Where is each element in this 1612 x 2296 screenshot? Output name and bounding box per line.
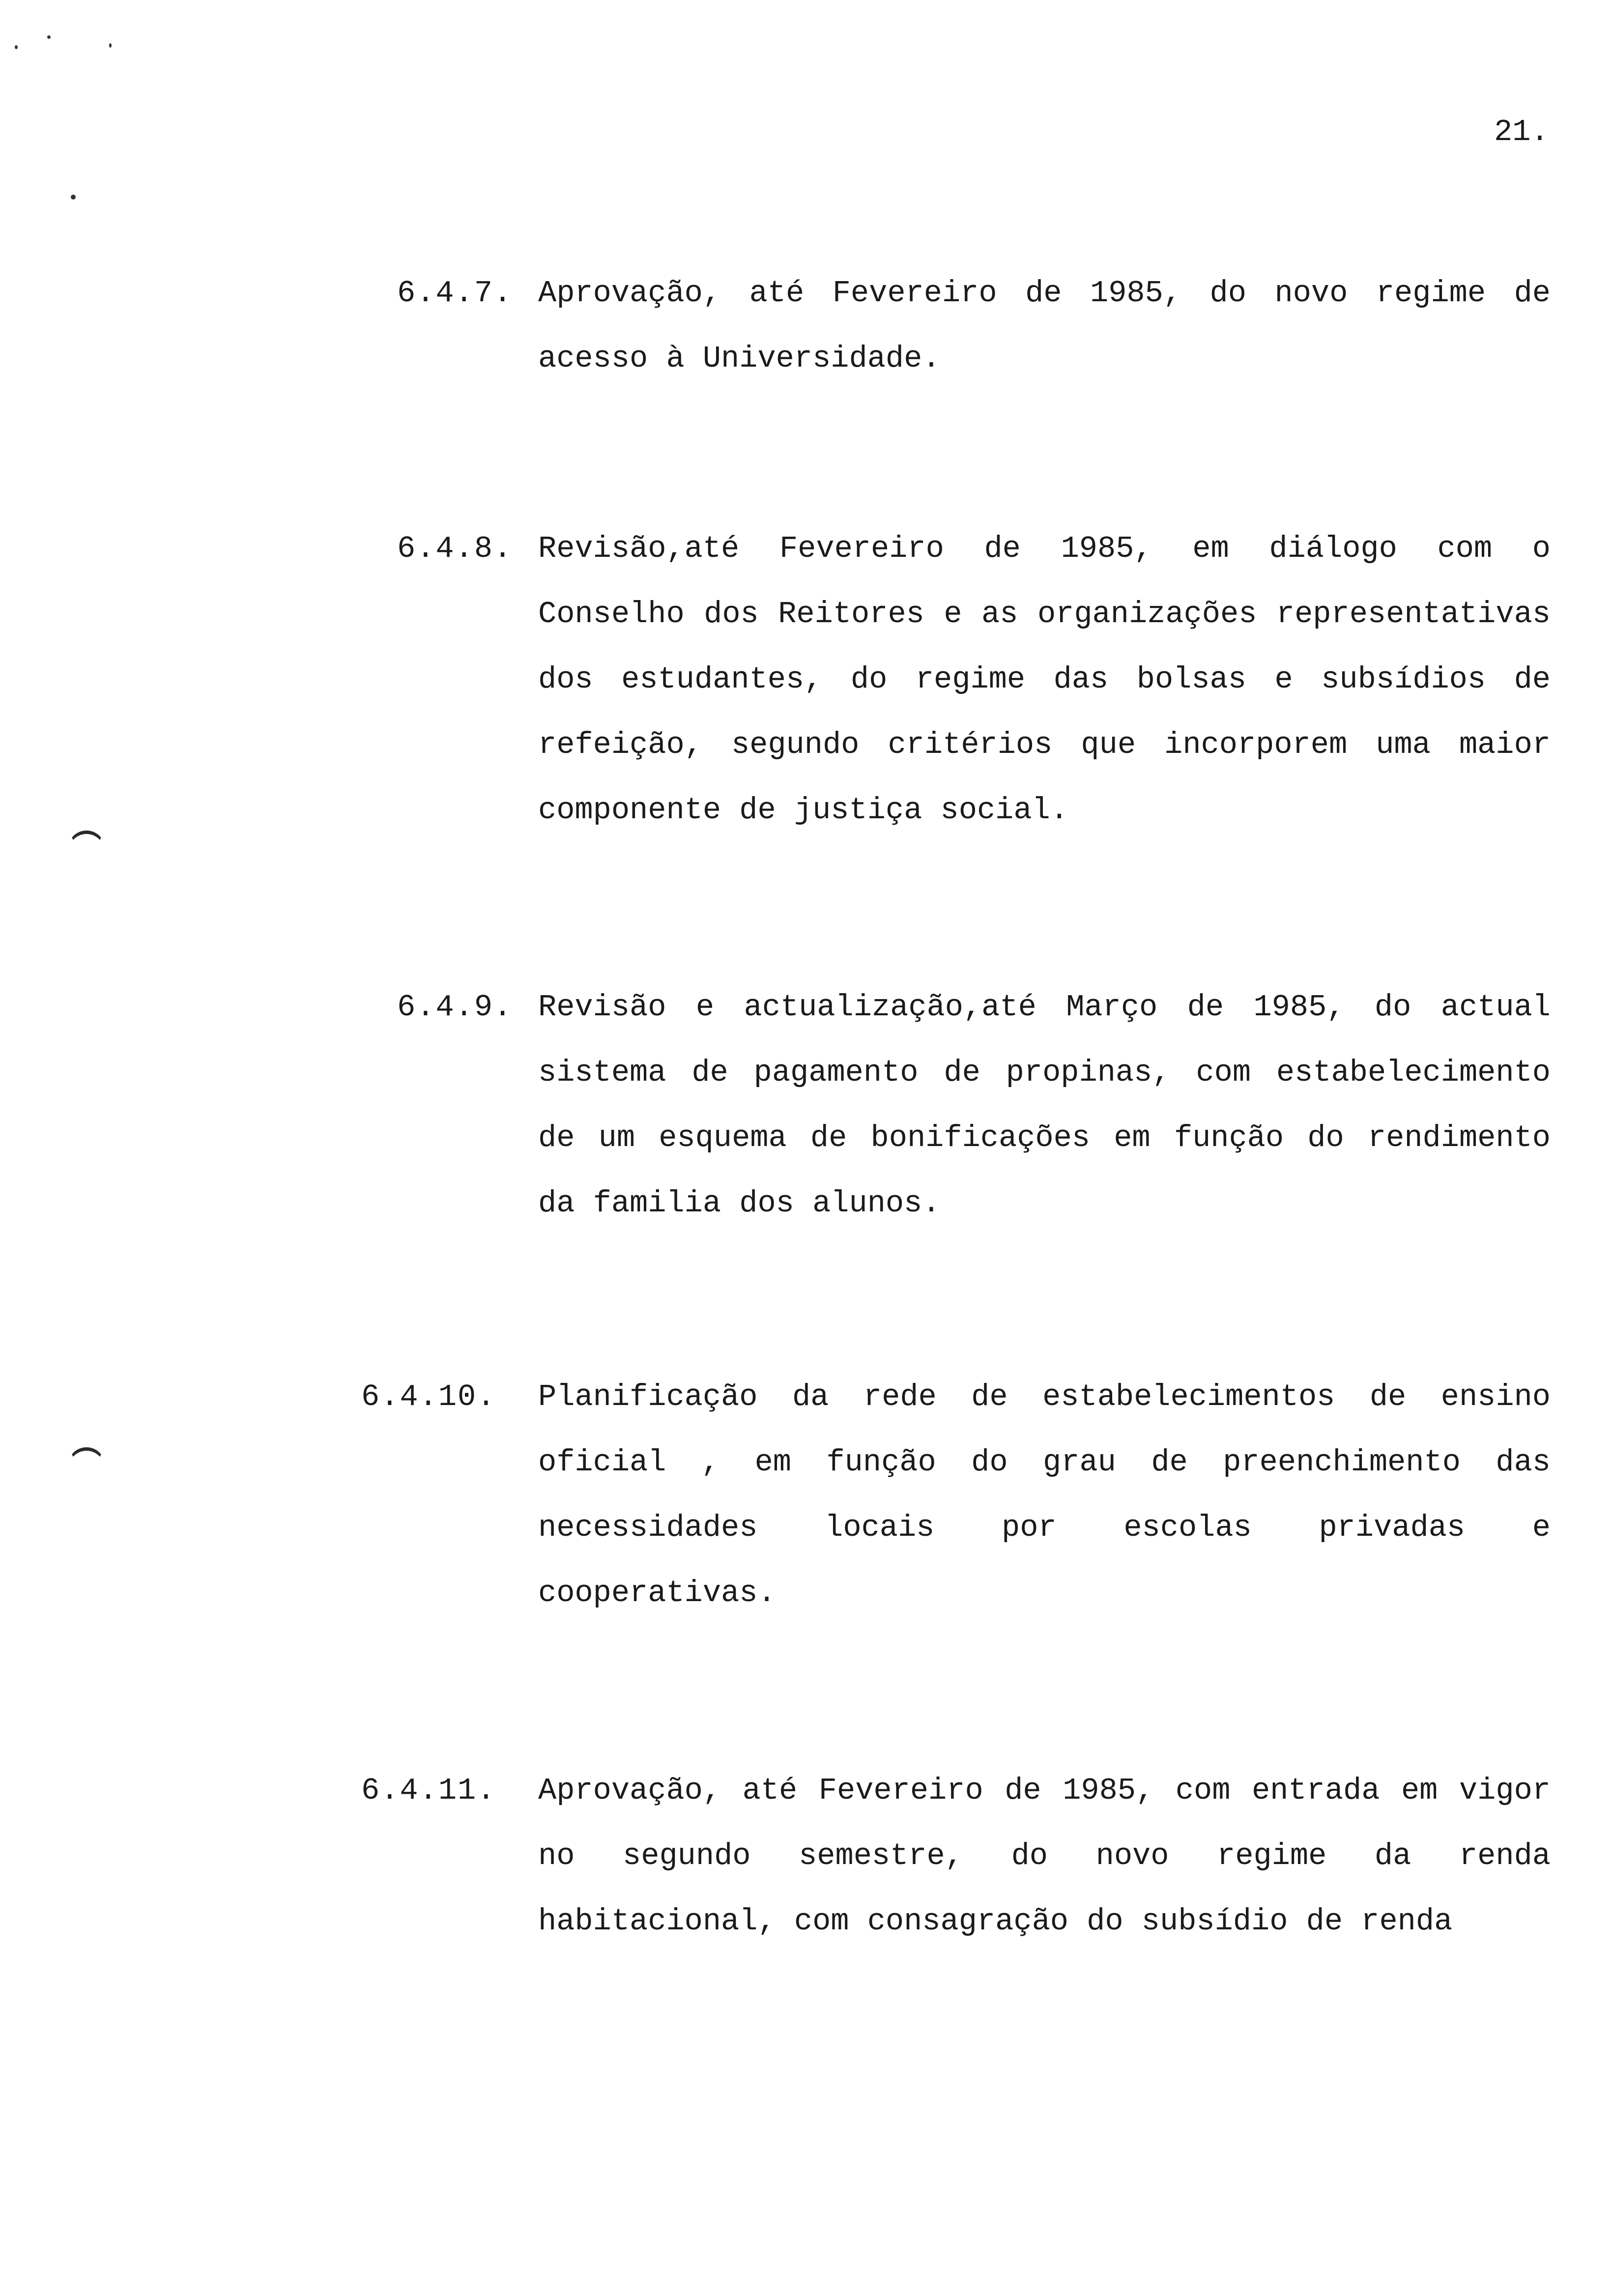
item-number: 6.4.7.: [397, 276, 513, 311]
punch-hole-mark: [68, 831, 105, 868]
item-number: 6.4.8.: [397, 531, 513, 566]
punch-hole-mark: [68, 1447, 105, 1485]
page-number: 21.: [1494, 115, 1549, 149]
item-text: Aprovação, até Fevereiro de 1985, do novo regime de acesso à Universidade.: [538, 276, 1551, 376]
scan-speck: [47, 35, 51, 39]
item-text: Revisão e actualização,até Março de 1985, do actual sistema de pagamento de propinas, com estabelecimento de um esquema de bonificações em função do rendimento da familia dos alunos.: [538, 990, 1551, 1221]
scan-speck: [109, 43, 112, 48]
item-text: Aprovação, até Fevereiro de 1985, com entrada em vigor no segundo semestre, do novo regime da renda habitacional, com consagração do subsídio de renda: [538, 1773, 1551, 1939]
item-number: 6.4.9.: [397, 990, 513, 1025]
item-number: 6.4.11.: [361, 1773, 496, 1808]
item-number: 6.4.10.: [361, 1379, 496, 1414]
item-text: Revisão,até Fevereiro de 1985, em diálogo com o Conselho dos Reitores e as organizações representativas dos estudantes, do regime das bolsas e subsídios de refeição, segundo critérios que incorporem uma maior componente de justiça social.: [538, 531, 1551, 828]
scan-speck: [71, 195, 76, 200]
scan-speck: [15, 45, 18, 49]
item-text: Planificação da rede de estabelecimentos de ensino oficial , em função do grau de preenchimento das necessidades locais por escolas privadas e cooperativas.: [538, 1379, 1551, 1610]
